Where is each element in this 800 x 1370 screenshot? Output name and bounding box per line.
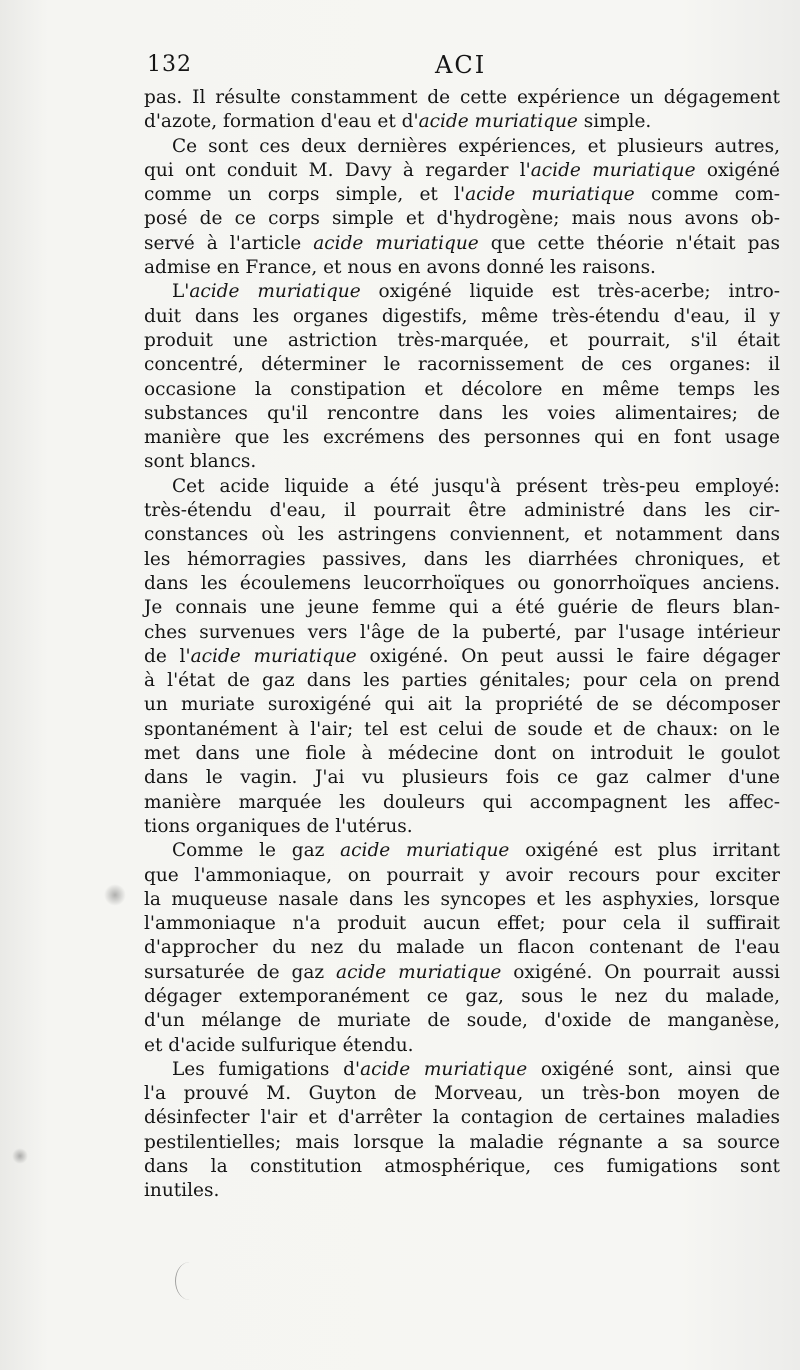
text-line: d'approcher du nez du malade un flacon contenant de l'eau [144, 937, 780, 959]
text-line: un muriate suroxigéné qui ait la propriété de se décomposer [144, 694, 780, 716]
text-line: à l'état de gaz dans les parties génitales; pour cela on prend [144, 670, 780, 692]
text-line: Je connais une jeune femme qui a été guérie de fleurs blan- [144, 597, 780, 619]
text-line: Les fumigations d'acide muriatique oxigéné sont, ainsi que [172, 1058, 780, 1080]
text-line: l'a prouvé M. Guyton de Morveau, un très-bon moyen de [144, 1083, 780, 1105]
italic-term: acide muriatique [360, 1058, 528, 1080]
text-line: substances qu'il rencontre dans les voies alimentaires; de [144, 402, 780, 424]
text-line: pestilentielles; mais lorsque la maladie régnante a sa source [144, 1131, 780, 1153]
page-header [145, 52, 781, 84]
text-line: manière marquée les douleurs qui accompagnent les affec- [144, 791, 780, 813]
text-line: posé de ce corps simple et d'hydrogène; mais nous avons ob- [144, 208, 780, 230]
italic-term: acide muriatique [465, 184, 635, 206]
text-line: et d'acide sulfurique étendu. [144, 1034, 414, 1056]
text-line: Comme le gaz acide muriatique oxigéné est plus irritant [172, 840, 780, 862]
text-line: concentré, déterminer le racornissement de ces organes: il [144, 354, 780, 376]
text-line: désinfecter l'air et d'arrêter la contagion de certaines maladies [144, 1107, 780, 1129]
text-line: L'acide muriatique oxigéné liquide est très-acerbe; intro- [172, 281, 780, 303]
text-line: dans le vagin. J'ai vu plusieurs fois ce gaz calmer d'une [144, 767, 780, 789]
text-line: sont blancs. [144, 451, 257, 473]
paragraph [144, 1058, 780, 1204]
italic-term: acide muriatique [336, 961, 502, 983]
paragraph [144, 135, 780, 281]
page-number: 132 [147, 52, 192, 77]
text-line: pas. Il résulte constamment de cette expérience un dégagement [144, 87, 780, 108]
text-line: admise en France, et nous en avons donné les raisons. [144, 257, 656, 279]
ink-spot [104, 884, 126, 906]
text-line: servé à l'article acide muriatique que cette théorie n'était pas [144, 232, 780, 254]
italic-term: acide muriatique [340, 840, 510, 862]
body-text [144, 86, 780, 1204]
text-line: inutiles. [144, 1180, 220, 1202]
text-line: comme un corps simple, et l'acide muriatique comme com- [144, 184, 780, 206]
text-line: spontanément à l'air; tel est celui de soude et de chaux: on le [144, 718, 780, 740]
text-line: tions organiques de l'utérus. [144, 815, 413, 837]
text-line: constances où les astringens conviennent, et notamment dans [144, 524, 780, 546]
text-line: de l'acide muriatique oxigéné. On peut aussi le faire dégager [144, 645, 780, 667]
italic-term: acide muriatique [530, 159, 696, 181]
text-line: dégager extemporanément ce gaz, sous le nez du malade, [144, 985, 780, 1007]
running-head: ACI [435, 51, 487, 79]
italic-term: acide muriatique [418, 111, 578, 133]
italic-term: acide muriatique [189, 281, 361, 303]
text-line: manière que les excrémens des personnes qui en font usage [144, 427, 780, 449]
stray-mark [175, 1262, 204, 1300]
paragraph [144, 839, 780, 1058]
text-line: Ce sont ces deux dernières expériences, et plusieurs autres, [172, 135, 780, 157]
paragraph [144, 475, 780, 839]
text-line: la muqueuse nasale dans les syncopes et les asphyxies, lorsque [144, 888, 780, 910]
ink-spot [12, 1148, 28, 1164]
text-line: d'azote, formation d'eau et d'acide muriatique simple. [144, 111, 652, 133]
text-line: sursaturée de gaz acide muriatique oxigéné. On pourrait aussi [144, 961, 780, 983]
text-line: dans les écoulemens leucorrhoïques ou gonorrhoïques anciens. [144, 572, 780, 594]
text-line: occasione la constipation et décolore en même temps les [144, 378, 780, 400]
text-line: produit une astriction très-marquée, et pourrait, s'il était [144, 329, 780, 351]
text-line: Cet acide liquide a été jusqu'à présent très-peu employé: [172, 475, 780, 497]
paragraph [144, 86, 780, 135]
text-line: qui ont conduit M. Davy à regarder l'acide muriatique oxigéné [144, 159, 780, 181]
text-line: les hémorragies passives, dans les diarrhées chroniques, et [144, 548, 780, 570]
text-line: met dans une fiole à médecine dont on introduit le goulot [144, 743, 780, 765]
italic-term: acide muriatique [313, 232, 479, 254]
text-line: duit dans les organes digestifs, même très-étendu d'eau, il y [144, 305, 780, 327]
text-line: dans la constitution atmosphérique, ces fumigations sont [144, 1156, 780, 1178]
text-line: ches survenues vers l'âge de la puberté, par l'usage intérieur [144, 621, 780, 643]
paragraph [144, 280, 780, 474]
text-line: que l'ammoniaque, on pourrait y avoir recours pour exciter [144, 864, 780, 886]
text-line: d'un mélange de muriate de soude, d'oxide de manganèse, [144, 1010, 780, 1032]
text-line: très-étendu d'eau, il pourrait être administré dans les cir- [144, 500, 780, 522]
text-line: l'ammoniaque n'a produit aucun effet; pour cela il suffirait [144, 913, 780, 935]
italic-term: acide muriatique [190, 645, 357, 667]
